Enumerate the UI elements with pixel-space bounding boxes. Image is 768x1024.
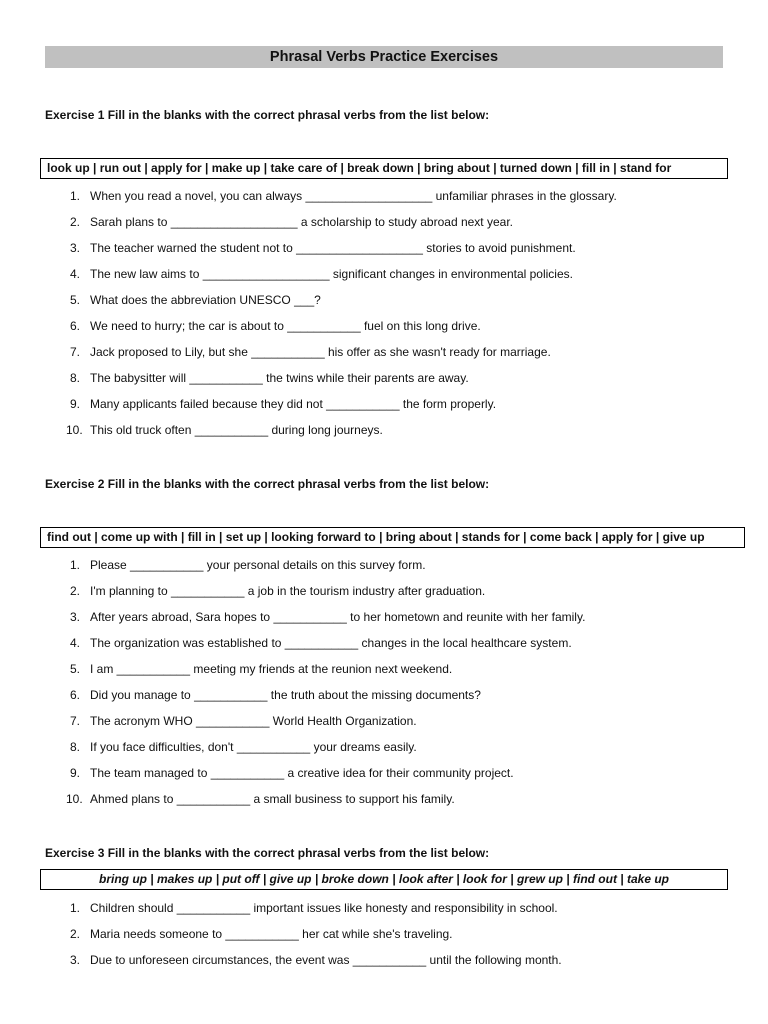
- question-number: 3.: [69, 241, 80, 255]
- question-text: We need to hurry; the car is about to ___________ fuel on this long drive.: [90, 319, 481, 333]
- exercise-1-word-list: look up | run out | apply for | make up | take care of | break down | bring about | turned down | fill in | stand for: [40, 158, 728, 179]
- question: [66, 266, 617, 282]
- question: [66, 661, 585, 677]
- question-number: 1.: [69, 558, 80, 572]
- question-text: I am ___________ meeting my friends at the reunion next weekend.: [90, 662, 453, 676]
- question-number: 8.: [69, 740, 80, 754]
- question-text: The acronym WHO ___________ World Health Organization.: [90, 714, 417, 728]
- question-number: 2.: [69, 584, 80, 598]
- question-text: After years abroad, Sara hopes to ___________ to her hometown and reunite with her family.: [90, 610, 586, 624]
- question-text: I'm planning to ___________ a job in the tourism industry after graduation.: [90, 584, 486, 598]
- question-number: 5.: [69, 293, 80, 307]
- page-title: Phrasal Verbs Practice Exercises: [45, 46, 723, 68]
- question: [66, 635, 585, 651]
- question-number: 10.: [66, 792, 83, 806]
- question-text: The teacher warned the student not to ___________________ stories to avoid punishment.: [90, 241, 576, 255]
- question-text: The babysitter will ___________ the twins while their parents are away.: [90, 371, 469, 385]
- question: [66, 765, 585, 781]
- question-text: This old truck often ___________ during long journeys.: [90, 423, 383, 437]
- question-number: 3.: [69, 610, 80, 624]
- question-text: When you read a novel, you can always ___________________ unfamiliar phrases in the glossary.: [90, 189, 617, 203]
- question: [66, 713, 585, 729]
- exercise-3-questions: [66, 900, 562, 968]
- question-text: The team managed to ___________ a creative idea for their community project.: [90, 766, 514, 780]
- question-text: If you face difficulties, don't ___________ your dreams easily.: [90, 740, 417, 754]
- question: [66, 687, 585, 703]
- question: [66, 318, 617, 334]
- question-number: 4.: [69, 636, 80, 650]
- question: [66, 214, 617, 230]
- question-text: Children should ___________ important issues like honesty and responsibility in school.: [90, 901, 558, 915]
- question-text: Due to unforeseen circumstances, the event was ___________ until the following month.: [90, 953, 562, 967]
- question: [66, 240, 617, 256]
- question-number: 9.: [69, 397, 80, 411]
- question-number: 7.: [69, 345, 80, 359]
- exercise-2-word-list: find out | come up with | fill in | set up | looking forward to | bring about | stands for | come back | apply for | give up: [40, 527, 745, 548]
- question-text: Maria needs someone to ___________ her cat while she's traveling.: [90, 927, 453, 941]
- exercise-2-heading: Exercise 2 Fill in the blanks with the correct phrasal verbs from the list below:: [45, 477, 490, 491]
- question-number: 7.: [69, 714, 80, 728]
- question: [66, 557, 585, 573]
- question: [66, 292, 617, 308]
- question-number: 8.: [69, 371, 80, 385]
- question: [66, 188, 617, 204]
- question-text: Many applicants failed because they did not ___________ the form properly.: [90, 397, 497, 411]
- question-text: Please ___________ your personal details on this survey form.: [90, 558, 426, 572]
- question: [66, 952, 562, 968]
- question-number: 6.: [69, 688, 80, 702]
- question-text: Did you manage to ___________ the truth about the missing documents?: [90, 688, 481, 702]
- question-text: Sarah plans to ___________________ a scholarship to study abroad next year.: [90, 215, 513, 229]
- question: [66, 370, 617, 386]
- question-number: 3.: [69, 953, 80, 967]
- question-number: 5.: [69, 662, 80, 676]
- question-number: 6.: [69, 319, 80, 333]
- question-text: Jack proposed to Lily, but she ___________ his offer as she wasn't ready for marriage.: [90, 345, 551, 359]
- exercise-3-heading: Exercise 3 Fill in the blanks with the correct phrasal verbs from the list below:: [45, 846, 490, 860]
- question: [66, 609, 585, 625]
- question-text: What does the abbreviation UNESCO ___?: [90, 293, 321, 307]
- exercise-2-questions: [66, 557, 585, 807]
- question-number: 1.: [69, 901, 80, 915]
- question: [66, 422, 617, 438]
- question-text: The new law aims to ___________________ significant changes in environmental policies.: [90, 267, 573, 281]
- question-number: 4.: [69, 267, 80, 281]
- exercise-1-questions: [66, 188, 617, 438]
- question-number: 2.: [69, 927, 80, 941]
- question: [66, 791, 585, 807]
- question-text: Ahmed plans to ___________ a small business to support his family.: [90, 792, 455, 806]
- question-number: 9.: [69, 766, 80, 780]
- question: [66, 583, 585, 599]
- question-number: 10.: [66, 423, 83, 437]
- exercise-3-word-list: bring up | makes up | put off | give up | broke down | look after | look for | grew up | find out | take up: [40, 869, 728, 890]
- question: [66, 900, 562, 916]
- question: [66, 344, 617, 360]
- question-number: 1.: [69, 189, 80, 203]
- question: [66, 926, 562, 942]
- question: [66, 739, 585, 755]
- question: [66, 396, 617, 412]
- question-text: The organization was established to ___________ changes in the local healthcare system.: [90, 636, 572, 650]
- question-number: 2.: [69, 215, 80, 229]
- exercise-1-heading: Exercise 1 Fill in the blanks with the correct phrasal verbs from the list below:: [45, 108, 490, 122]
